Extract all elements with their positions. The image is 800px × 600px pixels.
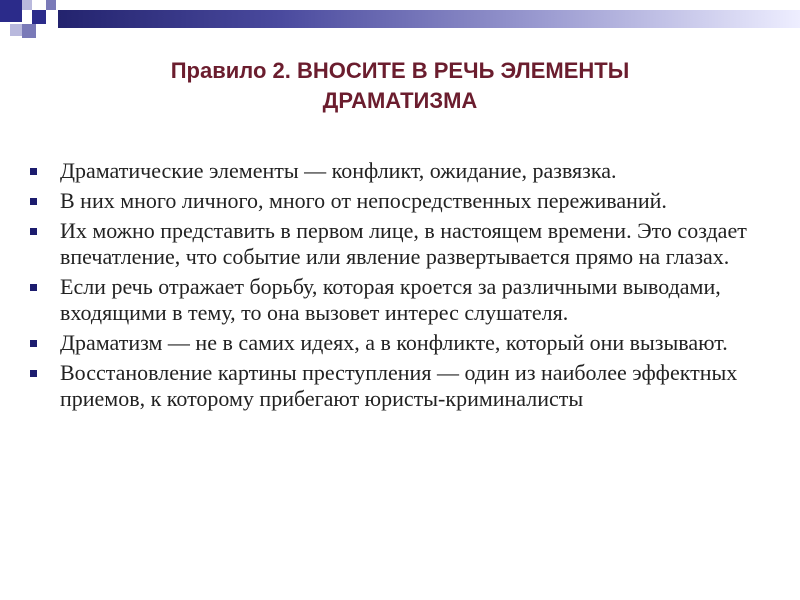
bullet-text: Восстановление картины преступления — один из наиболее эффектных приемов, к которому прибегают юристы-криминалисты [60,360,738,411]
square-bullet-icon [30,198,37,205]
bullet-item [28,330,768,356]
bullet-item [28,360,768,412]
slide-title [60,56,740,116]
square-bullet-icon [30,370,37,377]
slide-title-line-1: Правило 2. ВНОСИТЕ В РЕЧЬ ЭЛЕМЕНТЫ [170,58,630,83]
square-bullet-icon [30,168,37,175]
square-bullet-icon [30,340,37,347]
decor-square [46,0,56,10]
square-bullet-icon [30,228,37,235]
bullet-item [28,188,768,214]
bullet-text: Драматизм — не в самих идеях, а в конфликте, который они вызывают. [60,330,728,355]
decor-square [22,24,36,38]
bullet-text: В них много личного, много от непосредственных переживаний. [60,188,667,213]
bullet-text: Драматические элементы — конфликт, ожидание, развязка. [60,158,617,183]
header-gradient-bar [58,10,800,28]
bullet-item [28,274,768,326]
decor-square [22,0,32,10]
square-bullet-icon [30,284,37,291]
bullet-item [28,218,768,270]
bullet-text: Их можно представить в первом лице, в настоящем времени. Это создает впечатление, что событие или явление развертывается прямо на глазах. [60,218,747,269]
bullet-list [28,158,768,416]
decor-square [32,10,46,24]
slide-title-line-2: ДРАМАТИЗМА [322,88,478,113]
decor-square [0,0,22,22]
decor-square [10,24,22,36]
bullet-item [28,158,768,184]
bullet-text: Если речь отражает борьбу, которая кроется за различными выводами, входящими в тему, то она вызовет интерес слушателя. [60,274,721,325]
